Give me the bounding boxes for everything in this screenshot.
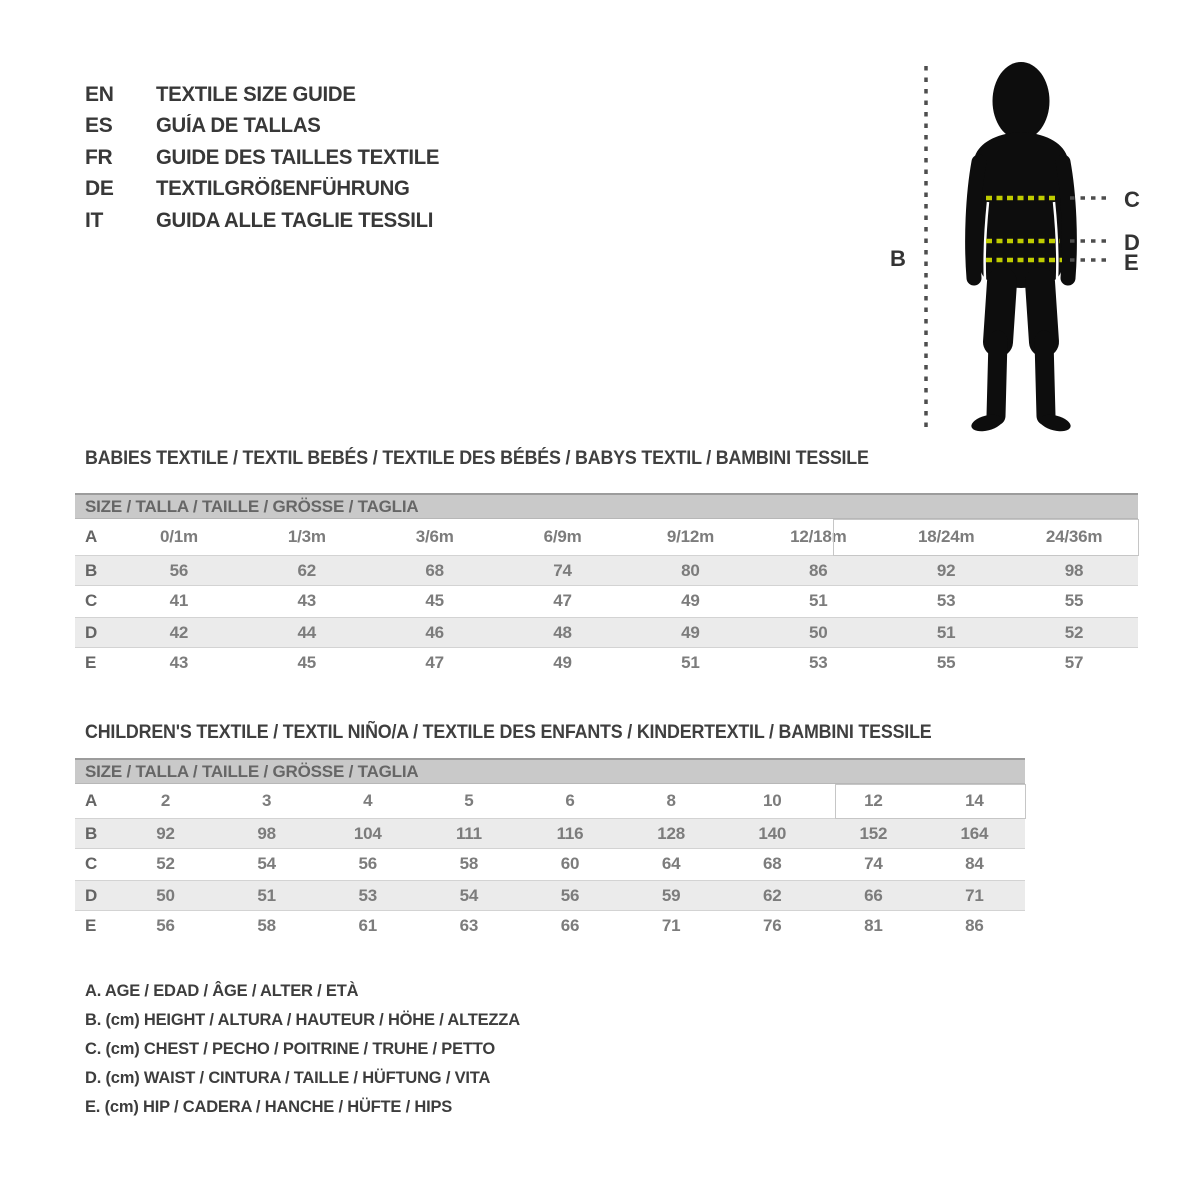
size-cell: 62 — [297, 561, 317, 580]
size-cell: 12 — [864, 791, 883, 810]
chest-measure-label: C — [1124, 187, 1140, 212]
lang-code: IT — [85, 208, 104, 232]
size-cell: 4 — [363, 791, 373, 810]
size-cell: 54 — [257, 854, 276, 873]
size-cell: 43 — [297, 591, 317, 610]
children-row-waist — [75, 880, 1025, 911]
size-cell: 62 — [762, 886, 782, 905]
size-cell: 56 — [169, 561, 189, 580]
size-cell: 61 — [358, 916, 378, 935]
lang-title: GUIDA ALLE TAGLIE TESSILI — [156, 208, 434, 232]
size-cell: 68 — [425, 561, 444, 580]
child-silhouette-icon — [880, 40, 1200, 460]
row-label: E — [85, 916, 97, 935]
babies-row-height — [75, 555, 1138, 586]
size-cell: 111 — [455, 824, 482, 843]
size-cell: 56 — [560, 886, 580, 905]
size-cell: 51 — [257, 886, 276, 905]
measurement-legend — [85, 976, 533, 1121]
size-cell: 3/6m — [415, 527, 454, 546]
babies-row-chest — [75, 586, 1138, 617]
row-label: D — [85, 623, 98, 642]
size-cell: 2 — [160, 791, 171, 810]
size-cell: 24/36m — [1045, 527, 1103, 546]
legend-chest: C. (cm) CHEST / PECHO / POITRINE / TRUHE / PETTO — [85, 1039, 496, 1058]
size-cell: 45 — [425, 591, 444, 610]
children-size-table — [75, 758, 1025, 942]
size-cell: 64 — [661, 854, 681, 873]
size-cell: 51 — [809, 591, 828, 610]
size-cell: 52 — [1064, 623, 1084, 642]
size-cell: 43 — [169, 653, 189, 672]
size-cell: 42 — [169, 623, 189, 642]
row-label: A — [85, 527, 98, 546]
title-language-block — [85, 79, 448, 237]
size-cell: 51 — [681, 653, 700, 672]
size-cell: 63 — [459, 916, 479, 935]
size-cell: 50 — [156, 886, 175, 905]
lang-row-it — [85, 205, 448, 237]
babies-size-header-bar: SIZE / TALLA / TAILLE / GRÖSSE / TAGLIA — [75, 493, 1138, 519]
lang-code: ES — [85, 114, 113, 138]
size-cell: 48 — [553, 623, 572, 642]
size-cell: 45 — [297, 653, 317, 672]
size-cell: 8 — [666, 791, 676, 810]
size-cell: 18/24m — [917, 527, 975, 546]
babies-row-age — [75, 519, 1138, 555]
size-cell: 74 — [864, 854, 883, 873]
size-cell: 84 — [965, 854, 984, 873]
lang-title: TEXTILGRÖßENFÜHRUNG — [156, 177, 410, 201]
children-row-age — [75, 784, 1025, 818]
size-cell: 49 — [681, 591, 700, 610]
babies-size-table — [75, 493, 1138, 679]
size-cell: 80 — [681, 561, 700, 580]
waist-measure-label: D — [1124, 230, 1140, 255]
size-cell: 47 — [425, 653, 444, 672]
size-cell: 66 — [560, 916, 580, 935]
size-cell: 6 — [565, 791, 575, 810]
size-cell: 51 — [936, 623, 956, 642]
size-cell: 49 — [553, 653, 572, 672]
legend-age: A. AGE / EDAD / ÂGE / ALTER / ETÀ — [85, 981, 359, 1000]
size-cell: 1/3m — [287, 527, 326, 546]
legend-height: B. (cm) HEIGHT / ALTURA / HAUTEUR / HÖHE / ALTEZZA — [85, 1010, 520, 1029]
lang-title: GUÍA DE TALLAS — [156, 114, 321, 138]
size-cell: 5 — [464, 791, 474, 810]
legend-hip: E. (cm) HIP / CADERA / HANCHE / HÜFTE / HIPS — [85, 1097, 453, 1116]
size-cell: 53 — [358, 886, 378, 905]
size-cell: 164 — [960, 824, 989, 843]
children-section-heading: CHILDREN'S TEXTILE / TEXTIL NIÑO/A / TEXTILE DES ENFANTS / KINDERTEXTIL / BAMBINI TESSILE — [85, 722, 932, 743]
size-cell: 55 — [936, 653, 956, 672]
children-size-header-bar: SIZE / TALLA / TAILLE / GRÖSSE / TAGLIA — [75, 758, 1025, 784]
lang-title: TEXTILE SIZE GUIDE — [156, 82, 356, 106]
size-cell: 58 — [257, 916, 276, 935]
size-cell: 44 — [297, 623, 317, 642]
size-cell: 56 — [156, 916, 175, 935]
size-cell: 9/12m — [666, 527, 715, 546]
size-cell: 92 — [936, 561, 956, 580]
size-cell: 3 — [262, 791, 272, 810]
row-label: E — [85, 653, 97, 672]
size-cell: 116 — [556, 824, 584, 843]
size-cell: 10 — [762, 791, 782, 810]
size-cell: 71 — [965, 886, 984, 905]
size-cell: 12/18m — [790, 527, 847, 546]
size-cell: 152 — [859, 824, 888, 843]
size-cell: 71 — [661, 916, 681, 935]
size-cell: 50 — [809, 623, 828, 642]
measurement-figure — [880, 40, 1200, 460]
row-label: B — [85, 561, 98, 580]
size-cell: 60 — [560, 854, 580, 873]
hip-measure-label: E — [1124, 250, 1139, 275]
lang-code: EN — [85, 82, 114, 106]
size-cell: 0/1m — [159, 527, 198, 546]
children-row-hip — [75, 911, 1025, 942]
size-cell: 46 — [425, 623, 444, 642]
size-cell: 92 — [156, 824, 175, 843]
size-cell: 53 — [809, 653, 828, 672]
size-cell: 49 — [681, 623, 700, 642]
size-cell: 55 — [1064, 591, 1084, 610]
row-label: D — [85, 886, 98, 905]
size-cell: 74 — [553, 561, 572, 580]
lang-row-fr — [85, 142, 448, 174]
size-cell: 47 — [553, 591, 572, 610]
row-label: B — [85, 824, 98, 843]
size-cell: 53 — [936, 591, 956, 610]
size-cell: 81 — [864, 916, 883, 935]
lang-title: GUIDE DES TAILLES TEXTILE — [156, 145, 440, 169]
size-cell: 59 — [661, 886, 681, 905]
size-cell: 86 — [965, 916, 984, 935]
lang-row-de — [85, 174, 448, 206]
row-label: C — [85, 854, 98, 873]
size-cell: 54 — [459, 886, 479, 905]
lang-row-es — [85, 111, 448, 143]
babies-row-hip — [75, 648, 1138, 679]
size-cell: 140 — [758, 824, 787, 843]
size-cell: 58 — [459, 854, 479, 873]
row-label: A — [85, 791, 98, 810]
size-cell: 66 — [864, 886, 883, 905]
size-cell: 128 — [657, 824, 685, 843]
size-cell: 86 — [809, 561, 828, 580]
size-cell: 41 — [169, 591, 189, 610]
size-cell: 104 — [353, 824, 382, 843]
lang-row-en — [85, 79, 448, 111]
children-row-height — [75, 818, 1025, 849]
size-cell: 76 — [762, 916, 782, 935]
row-label: C — [85, 591, 98, 610]
legend-waist: D. (cm) WAIST / CINTURA / TAILLE / HÜFTUNG / VITA — [85, 1068, 491, 1087]
size-cell: 98 — [1064, 561, 1084, 580]
height-measure-label: B — [890, 246, 906, 271]
size-cell: 14 — [965, 791, 984, 810]
size-cell: 52 — [156, 854, 175, 873]
babies-section-heading: BABIES TEXTILE / TEXTIL BEBÉS / TEXTILE DES BÉBÉS / BABYS TEXTIL / BAMBINI TESSILE — [85, 448, 869, 469]
size-cell: 6/9m — [543, 527, 582, 546]
size-cell: 57 — [1064, 653, 1084, 672]
babies-row-waist — [75, 617, 1138, 648]
lang-code: DE — [85, 177, 114, 201]
size-cell: 68 — [762, 854, 782, 873]
size-cell: 98 — [257, 824, 276, 843]
children-row-chest — [75, 849, 1025, 880]
size-cell: 56 — [358, 854, 378, 873]
lang-code: FR — [85, 145, 113, 169]
